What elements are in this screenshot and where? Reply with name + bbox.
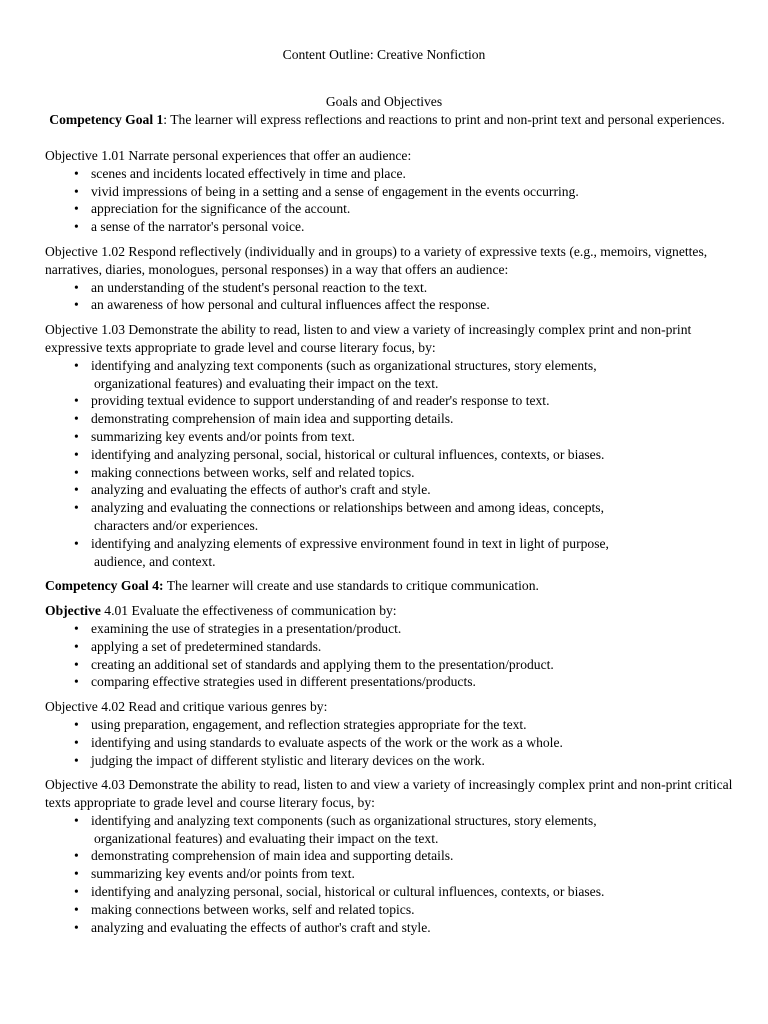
list-item-text-continued: organizational features) and evaluating their impact on the text. (94, 375, 439, 391)
list-item-text-continued: characters and/or experiences. (94, 517, 259, 533)
list-item (45, 535, 735, 571)
list-item: • summarizing key events and/or points from text. (45, 865, 735, 883)
goal-4-text: The learner will create and use standards to critique communication. (163, 578, 539, 594)
list-item: • an understanding of the student's personal reaction to the text. (45, 279, 735, 297)
list-item: • identifying and analyzing personal, social, historical or cultural influences, contexts, or biases. (45, 883, 735, 901)
list-item: • demonstrating comprehension of main idea and supporting details. (45, 847, 735, 865)
objective-4-03-list (45, 812, 735, 937)
list-item-text: identifying and analyzing elements of expressive environment found in text in light of purpose, (91, 535, 609, 551)
objective-4-01-list (45, 620, 735, 691)
objective-4-02-list (45, 716, 735, 769)
list-item-text: identifying and analyzing text components (such as organizational structures, story elements, (91, 357, 597, 373)
list-item: • appreciation for the significance of the account. (45, 200, 735, 218)
objective-1-01: Objective 1.01 Narrate personal experiences that offer an audience: (45, 148, 412, 163)
list-item: • judging the impact of different stylistic and literary devices on the work. (45, 752, 735, 770)
list-item: • identifying and using standards to evaluate aspects of the work or the work as a whole. (45, 734, 735, 752)
objective-1-02-list (45, 279, 735, 315)
list-item (45, 812, 735, 848)
objective-1-03: Objective 1.03 Demonstrate the ability to read, listen to and view a variety of increasingly complex print and non-print expressive texts appropriate to grade level and course literary focus, by: (45, 322, 692, 355)
list-item: • scenes and incidents located effectively in time and place. (45, 165, 735, 183)
goal-1-text: : The learner will express reflections and reactions to print and non-print text and personal experiences. (163, 112, 725, 127)
list-item-text-continued: organizational features) and evaluating their impact on the text. (94, 830, 439, 846)
list-item-text: analyzing and evaluating the connections or relationships between and among ideas, concepts, (91, 500, 604, 516)
list-item (45, 499, 735, 535)
objective-1-01-list (45, 165, 735, 236)
list-item: • analyzing and evaluating the effects of author's craft and style. (45, 919, 735, 937)
list-item: • a sense of the narrator's personal voice. (45, 218, 735, 236)
goal-4-label: Competency Goal 4: (45, 578, 164, 594)
list-item: • demonstrating comprehension of main idea and supporting details. (45, 410, 735, 428)
list-item: • vivid impressions of being in a setting and a sense of engagement in the events occurring. (45, 183, 735, 201)
list-item: • examining the use of strategies in a presentation/product. (45, 620, 735, 638)
list-item: • an awareness of how personal and cultural influences affect the response. (45, 296, 735, 314)
list-item: • comparing effective strategies used in different presentations/products. (45, 673, 735, 691)
objective-4-01 (45, 602, 735, 620)
list-item: • identifying and analyzing personal, social, historical or cultural influences, contexts, or biases. (45, 446, 735, 464)
list-item: • providing textual evidence to support understanding of and reader's response to text. (45, 392, 735, 410)
list-item-text-continued: audience, and context. (94, 553, 216, 569)
section-heading: Goals and Objectives (325, 94, 443, 109)
list-item: • using preparation, engagement, and reflection strategies appropriate for the text. (45, 716, 735, 734)
list-item: • summarizing key events and/or points from text. (45, 428, 735, 446)
competency-goal-1 (45, 111, 729, 129)
goal-1-label: Competency Goal 1 (49, 112, 164, 127)
list-item: • applying a set of predetermined standards. (45, 638, 735, 656)
list-item: • making connections between works, self and related topics. (45, 464, 735, 482)
list-item: • analyzing and evaluating the effects of author's craft and style. (45, 481, 735, 499)
objective-1-03-list (45, 357, 735, 571)
objective-4-01-label: Objective (45, 603, 101, 619)
document-title: Content Outline: Creative Nonfiction (282, 47, 486, 62)
document-body (45, 147, 735, 936)
list-item: • creating an additional set of standards and applying them to the presentation/product. (45, 656, 735, 674)
objective-1-02: Objective 1.02 Respond reflectively (individually and in groups) to a variety of expressive texts (e.g., memoirs, vignettes, narratives, diaries, monologues, personal responses) in a way that offers an audience: (45, 243, 708, 277)
objective-4-03: Objective 4.03 Demonstrate the ability to read, listen to and view a variety of increasingly complex print and non-print critical texts appropriate to grade level and course literary focus, by: (45, 777, 733, 811)
list-item: • making connections between works, self and related topics. (45, 901, 735, 919)
objective-4-01-text: 4.01 Evaluate the effectiveness of communication by: (100, 603, 397, 619)
list-item (45, 357, 735, 393)
objective-4-02: Objective 4.02 Read and critique various genres by: (45, 699, 328, 715)
competency-goal-4 (45, 577, 735, 595)
list-item-text: identifying and analyzing text components (such as organizational structures, story elements, (91, 812, 597, 828)
